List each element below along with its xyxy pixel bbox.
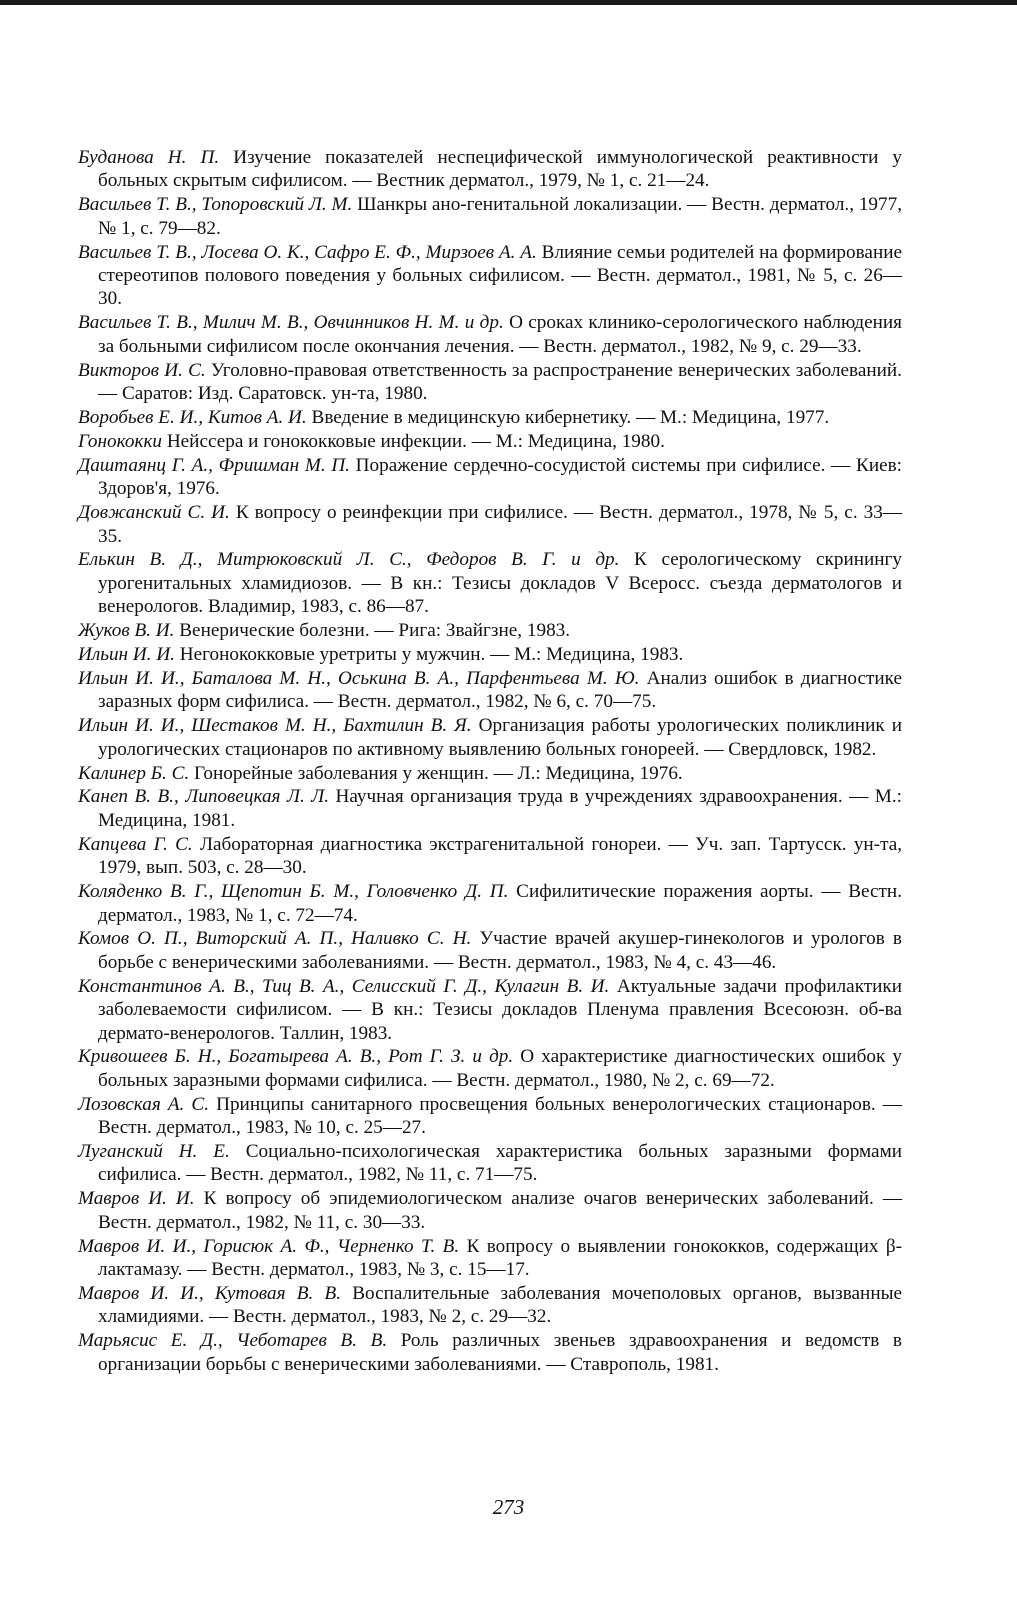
entry-text: Сифилитические поражения аорты. — Вестн. дерматол., 1983, № 1, с. 72—74. [98,881,902,926]
bibliography-entry [78,1093,902,1140]
entry-authors: Ильин И. И., Баталова М. Н., Оськина В. А., Парфентьева М. Ю. [78,667,640,689]
bibliography-entry [78,1187,902,1234]
entry-authors: Капцева Г. С. [78,833,193,855]
entry-authors: Викторов И. С. [78,359,206,381]
entry-text: Воспалительные заболевания мочеполовых органов, вызванные хламидиями. — Вестн. дерматол., 1983, № 2, с. 29—32. [98,1283,903,1328]
bibliography-entry [78,667,902,714]
entry-text: Введение в медицинскую кибернетику. — М.: Медицина, 1977. [311,406,830,428]
entry-text: Лабораторная диагностика экстрагенитальной гонореи. — Уч. зап. Тартусск. ун-та, 1979, вып. 503, с. 28—30. [98,833,903,879]
entry-authors: Васильев Т. В., Лосева О. К., Сафро Е. Ф., Мирзоев А. А. [78,241,537,263]
bibliography-entry [78,833,902,880]
entry-text: Социально-психологическая характеристика больных заразными формами сифилиса. — Вестн. дерматол., 1982, № 11, с. 71—75. [98,1141,902,1186]
entry-authors: Елькин В. Д., Митрюковский Л. С., Федоров В. Г. и др. [78,549,620,571]
entry-text: Влияние семьи родителей на формирование стереотипов полового поведения у больных сифилисом. — Вестн. дерматол., 1981, № 5, с. 26—30. [98,241,902,310]
top-border-rule [0,0,1017,5]
bibliography-entry [78,359,902,406]
entry-text: Венерические болезни. — Рига: Звайгзне, 1983. [179,620,571,642]
entry-authors: Ильин И. И. [78,644,175,666]
entry-authors: Луганский Н. Е. [78,1141,230,1163]
entry-authors: Кривошеев Б. Н., Богатырева А. В., Рот Г. З. и др. [78,1046,514,1068]
entry-text: Анализ ошибок в диагностике заразных форм сифилиса. — Вестн. дерматол., 1982, № 6, с. 70—75. [98,667,902,713]
entry-authors: Васильев Т. В., Милич М. В., Овчинников Н. М. и др. [78,312,504,334]
entry-authors: Лозовская А. С. [78,1093,210,1115]
bibliography-entry [78,1329,902,1376]
entry-authors: Даштаянц Г. А., Фришман М. П. [78,454,350,476]
bibliography-entry [78,241,902,311]
entry-authors: Жуков В. И. [78,620,175,642]
entry-authors: Мавров И. И., Горисюк А. Ф., Черненко Т. В. [78,1235,460,1257]
bibliography-entry [78,548,902,618]
bibliography-entry [78,975,902,1045]
entry-text: К серологическому скринингу урогенитальных хламидиозов. — В кн.: Тезисы докладов V Всеросс. съезда дерматологов и венерологов. Владимир, 1983, с. 86—87. [98,549,902,618]
bibliography-entry [78,785,902,832]
bibliography-entry [78,1235,902,1282]
entry-authors: Канеп В. В., Липовецкая Л. Л. [78,786,330,808]
entry-text: О сроках клинико-серологического наблюдения за больными сифилисом после окончания лечения. — Вестн. дерматол., 1982, № 9, с. 29—33. [98,312,902,357]
entry-authors: Комов О. П., Виторский А. П., Наливко С. Н. [78,928,472,950]
bibliography-entry [78,619,902,642]
entry-text: Шанкры ано-генитальной локализации. — Вестн. дерматол., 1977, № 1, с. 79—82. [98,194,902,239]
bibliography-entry [78,1045,902,1092]
bibliography-entry [78,762,902,785]
entry-authors: Ильин И. И., Шестаков М. Н., Бахтилин В. Я. [78,715,472,737]
entry-text: К вопросу о реинфекции при сифилисе. — Вестн. дерматол., 1978, № 5, с. 33—35. [98,502,903,547]
entry-authors: Калинер Б. С. [78,762,190,784]
entry-authors: Буданова Н. П. [78,147,220,168]
entry-text: О характеристике диагностических ошибок у больных заразными формами сифилиса. — Вестн. дерматол., 1980, № 2, с. 69—72. [98,1046,902,1091]
entry-text: Научная организация труда в учреждениях здравоохранения. — М.: Медицина, 1981. [98,786,902,831]
bibliography-entry [78,714,902,761]
entry-authors: Мавров И. И., Кутовая В. В. [78,1283,341,1304]
entry-text: Негонококковые уретриты у мужчин. — М.: Медицина, 1983. [179,644,684,666]
entry-authors: Довжанский С. И. [78,502,230,524]
bibliography-entry [78,454,902,501]
entry-text: Уголовно-правовая ответственность за распространение венерических заболеваний. — Саратов: Изд. Саратовск. ун-та, 1980. [98,359,902,405]
bibliography-entry [78,311,902,358]
entry-text: Гонорейные заболевания у женщин. — Л.: Медицина, 1976. [194,762,683,784]
bibliography-list [78,146,902,1377]
entry-text: Нейссера и гонококковые инфекции. — М.: Медицина, 1980. [166,430,665,452]
bibliography-entry [78,406,902,429]
entry-authors: Мавров И. И. [78,1188,195,1210]
bibliography-entry [78,501,902,548]
entry-text: К вопросу о выявлении гонококков, содержащих β-лактамазу. — Вестн. дерматол., 1983, № 3, с. 15—17. [98,1235,902,1281]
entry-authors: Гонококки [78,430,163,452]
bibliography-entry [78,643,902,666]
entry-text: Принципы санитарного просвещения больных венерологических стационаров. — Вестн. дерматол., 1983, № 10, с. 25—27. [98,1093,902,1139]
entry-authors: Воробьев Е. И., Китов А. И. [78,406,307,428]
entry-text: Изучение показателей неспецифической иммунологической реактивности у больных скрытым сифилисом. — Вестник дерматол., 1979, № 1, с. 21—24. [98,147,902,192]
bibliography-entry [78,193,902,240]
entry-authors: Коляденко В. Г., Щепотин Б. М., Головченко Д. П. [78,881,509,903]
entry-text: Организация работы урологических поликлиник и урологических стационаров по активному выявлению больных гонореей. — Свердловск, 1982. [98,715,903,760]
bibliography-entry [78,927,902,974]
entry-authors: Васильев Т. В., Топоровский Л. М. [78,194,353,216]
entry-text: Участие врачей акушер-гинекологов и урологов в борьбе с венерическими заболеваниями. — Вестн. дерматол., 1983, № 4, с. 43—46. [98,928,902,973]
entry-text: Поражение сердечно-сосудистой системы при сифилисе. — Киев: Здоров'я, 1976. [98,454,902,500]
bibliography-entry [78,1282,902,1329]
bibliography-entry [78,146,902,193]
entry-authors: Константинов А. В., Тиц В. А., Селисский Г. Д., Кулагин В. И. [78,975,610,997]
entry-authors: Марьясис Е. Д., Чеботарев В. В. [78,1330,388,1352]
bibliography-entry [78,430,902,453]
bibliography-entry [78,880,902,927]
entry-text: Роль различных звеньев здравоохранения и ведомств в организации борьбы с венерическими заболеваниями. — Ставрополь, 1981. [98,1330,902,1375]
bibliography-entry [78,1140,902,1187]
entry-text: К вопросу об эпидемиологическом анализе очагов венерических заболеваний. — Вестн. дерматол., 1982, № 11, с. 30—33. [98,1188,903,1233]
entry-text: Актуальные задачи профилактики заболеваемости сифилисом. — В кн.: Тезисы докладов Пленума правления Всесоюзн. об-ва дермато-венерологов. Таллин, 1983. [98,975,903,1044]
page-number: 273 [492,1495,525,1519]
